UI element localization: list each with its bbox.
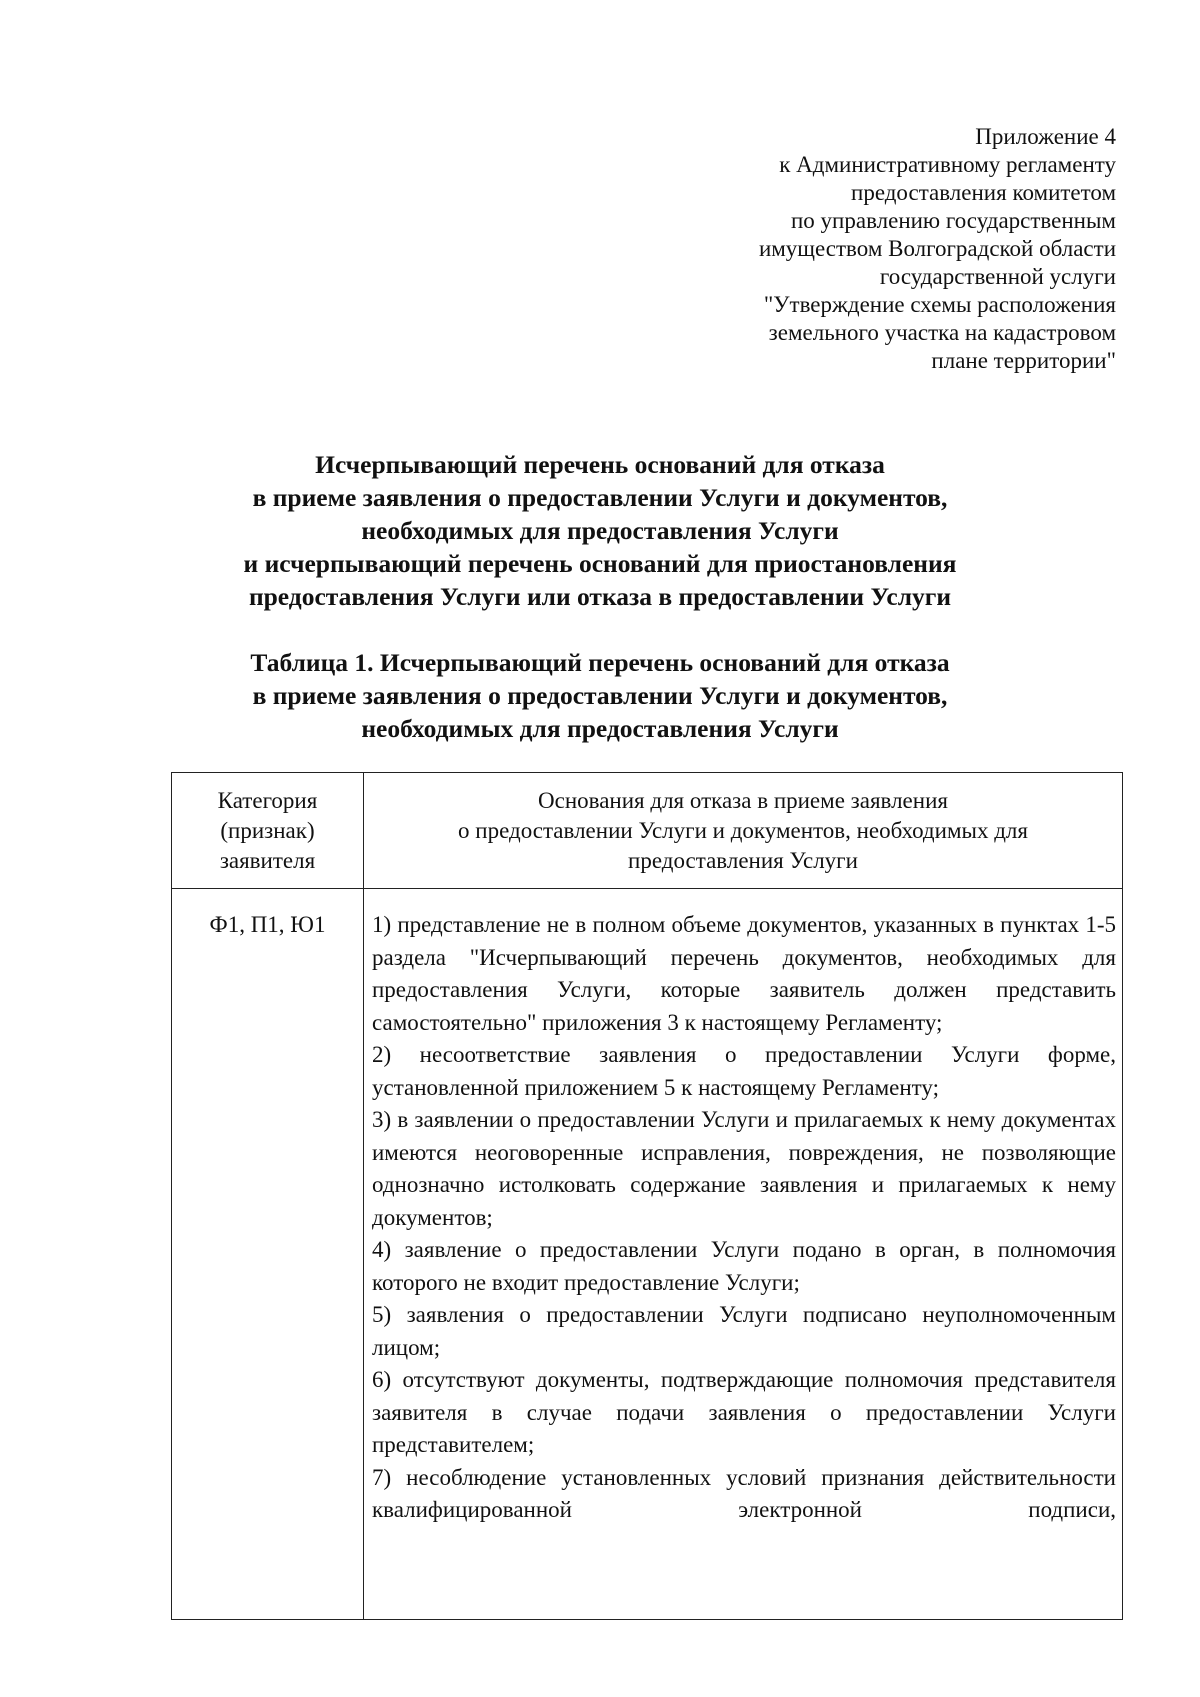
appendix-reference [556,123,1116,375]
category-cell: Ф1, П1, Ю1 [172,889,364,1620]
ground-item-3: 3) в заявлении о предоставлении Услуги и прилагаемых к нему документах имеются неоговоренные исправления, повреждения, не позволяющие однозначно истолковать содержание заявления и прилагаемых к нему документов; [372,1107,1116,1230]
header-category-cell [172,773,364,889]
header-grounds-cell [364,773,1123,889]
appendix-line: к Административному регламенту [779,152,1116,177]
appendix-line: государственной услуги [879,264,1116,289]
ground-item-6: 6) отсутствуют документы, подтверждающие полномочия представителя заявителя в случае подачи заявления о предоставлении Услуги представителем; [372,1367,1116,1457]
ground-item-4: 4) заявление о предоставлении Услуги подано в орган, в полномочия которого не входит предоставление Услуги; [372,1237,1116,1295]
appendix-line: "Утверждение схемы расположения [763,292,1116,317]
grounds-list-cell [364,889,1123,1620]
header-grounds-line: предоставления Услуги [628,848,858,873]
title-line: предоставления Услуги или отказа в предоставлении Услуги [248,582,952,611]
caption-line: Таблица 1. Исчерпывающий перечень оснований для отказа [250,648,950,677]
table-header-row [172,773,1123,889]
title-line: необходимых для предоставления Услуги [361,516,839,545]
grounds-table [171,772,1123,1620]
appendix-line: имуществом Волгоградской области [758,236,1116,261]
table-row [172,889,1123,1620]
ground-item-5: 5) заявления о предоставлении Услуги подписано неуполномоченным лицом; [372,1302,1116,1360]
header-category-line: (признак) [220,818,315,843]
appendix-line: по управлению государственным [791,208,1116,233]
caption-line: в приеме заявления о предоставлении Услуги и документов, [252,681,948,710]
ground-item-1: 1) представление не в полном объеме документов, указанных в пунктах 1-5 раздела "Исчерпывающий перечень документов, необходимых для предоставления Услуги, которые заявитель должен представить самостоятельно" приложения 3 к настоящему Регламенту; [372,912,1116,1035]
title-line: Исчерпывающий перечень оснований для отказа [315,450,885,479]
appendix-line: предоставления комитетом [851,180,1116,205]
header-grounds-line: Основания для отказа в приеме заявления [538,788,948,813]
appendix-line: земельного участка на кадастровом [768,320,1116,345]
appendix-line: Приложение 4 [975,124,1116,149]
title-line: в приеме заявления о предоставлении Услуги и документов, [252,483,948,512]
header-category-line: Категория [217,788,318,813]
ground-item-2: 2) несоответствие заявления о предоставлении Услуги форме, установленной приложением 5 к настоящему Регламенту; [372,1042,1116,1100]
title-line: и исчерпывающий перечень оснований для приостановления [243,549,957,578]
header-category-line: заявителя [219,848,316,873]
header-grounds-line: о предоставлении Услуги и документов, необходимых для [458,818,1028,843]
caption-line: необходимых для предоставления Услуги [361,714,839,743]
document-title [150,448,1050,613]
appendix-line: плане территории" [931,348,1116,373]
ground-item-7: 7) несоблюдение установленных условий признания действительности квалифицированной электронной подписи, [372,1464,1116,1522]
table-caption [150,646,1050,745]
